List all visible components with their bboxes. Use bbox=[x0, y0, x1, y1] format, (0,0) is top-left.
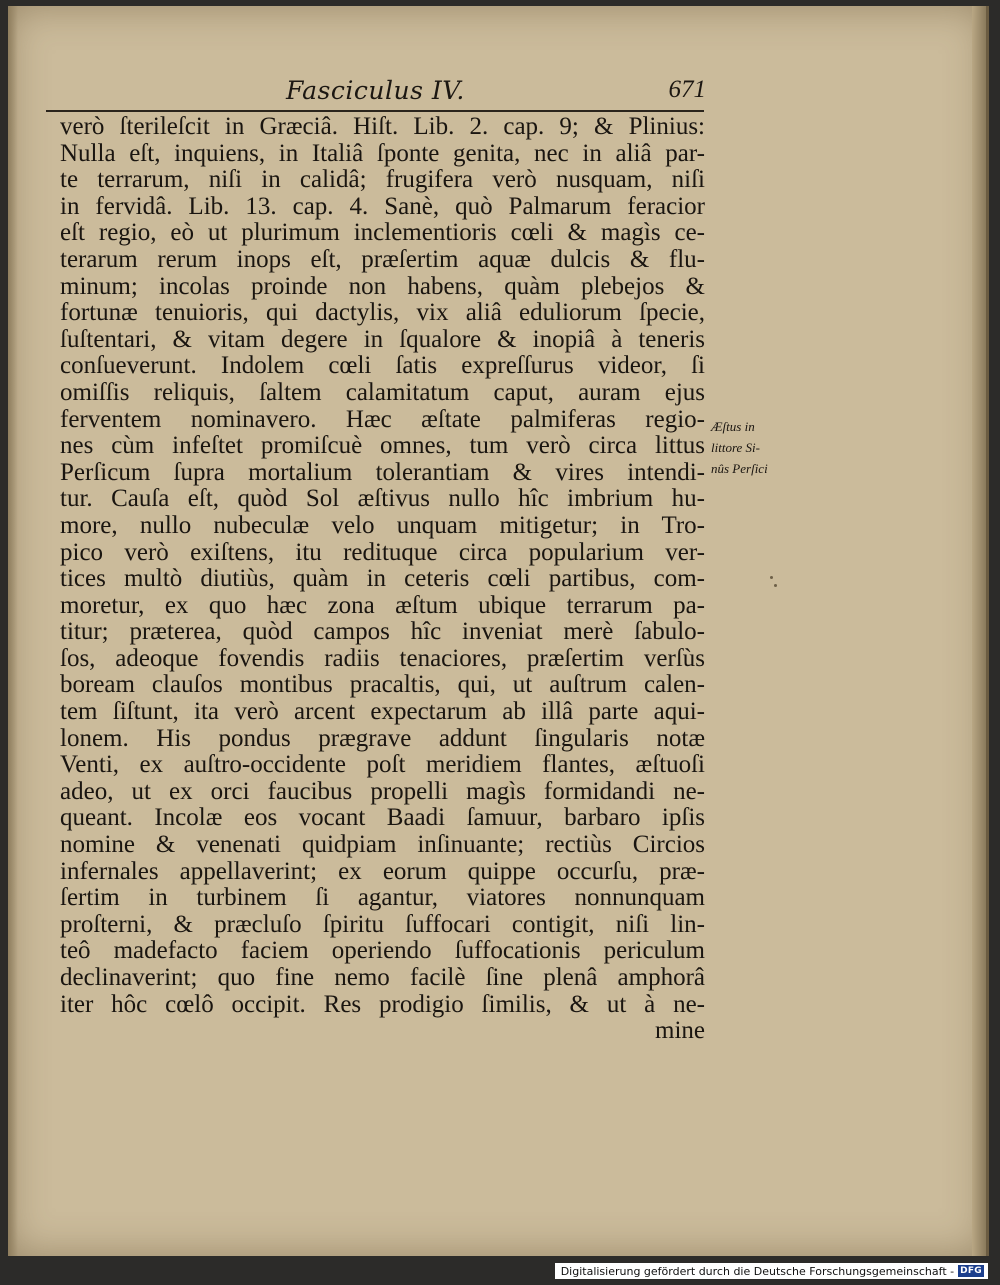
text-line: Nulla eſt, inquiens, in Italiâ ſponte genita, nec in aliâ par- bbox=[60, 139, 705, 167]
text-line: conſueverunt. Indolem cœli ſatis expreſſurus videor, ſi bbox=[60, 352, 705, 380]
text-line: boream clauſos montibus pracaltis, qui, ut auſtrum calen- bbox=[60, 671, 705, 699]
page-gutter-shadow bbox=[8, 6, 18, 1256]
text-line: in fervidâ. Lib. 13. cap. 4. Sanè, quò Palmarum feracior bbox=[60, 192, 705, 220]
text-line: omiſſis reliquis, ſaltem calamitatum caput, auram ejus bbox=[60, 378, 705, 406]
text-line: nomine & venenati quidpiam inſinuante; rectiùs Circios bbox=[60, 831, 705, 859]
text-line: ſertim in turbinem ſi agantur, viatores nonnunquam bbox=[60, 884, 705, 912]
page-header bbox=[276, 76, 706, 110]
running-head: Fasciculus IV. bbox=[286, 76, 465, 105]
text-line: tur. Cauſa eſt, quòd Sol æſtivus nullo hîc imbrium hu- bbox=[60, 485, 705, 513]
digitization-credit-banner bbox=[555, 1263, 988, 1279]
text-line: teô madefacto faciem operiendo ſuffocationis periculum bbox=[60, 937, 705, 965]
book-page bbox=[8, 6, 989, 1256]
text-line: titur; præterea, quòd campos hîc inveniat merè ſabulo- bbox=[60, 618, 705, 646]
marginal-note-line: nûs Perſici bbox=[711, 461, 768, 476]
paper-speck bbox=[770, 576, 773, 579]
text-line: ſos, adeoque fovendis radiis tenaciores, præſertim verſùs bbox=[60, 644, 705, 672]
text-line: declinaverint; quo fine nemo facilè ſine plenâ amphorâ bbox=[60, 964, 705, 991]
page-edge bbox=[972, 6, 986, 1256]
header-rule bbox=[46, 110, 704, 112]
page-number: 671 bbox=[668, 76, 706, 103]
text-line: queant. Incolæ eos vocant Baadi ſamuur, barbaro ipſis bbox=[60, 804, 705, 832]
text-line: ferventem nominavero. Hæc æſtate palmiferas regio- bbox=[60, 405, 705, 433]
marginal-note bbox=[711, 416, 801, 479]
text-line: terarum rerum inops eſt, præſertim aquæ dulcis & flu- bbox=[60, 245, 705, 273]
dfg-logo-icon: DFG bbox=[960, 1266, 982, 1276]
text-line: moretur, ex quo hæc zona æſtum ubique terrarum pa- bbox=[60, 591, 705, 619]
marginal-note-line: littore Si- bbox=[711, 440, 760, 455]
text-line: lonem. His pondus prægrave addunt ſingularis notæ bbox=[60, 724, 705, 752]
text-line: tices multò diutiùs, quàm in ceteris cœli partibus, com- bbox=[60, 565, 705, 593]
text-line: pico verò exiſtens, itu redituque circa popularium ver- bbox=[60, 538, 705, 566]
text-line: verò ſterileſcit in Græciâ. Hiſt. Lib. 2. cap. 9; & Plinius: bbox=[60, 113, 705, 140]
text-line: Perſicum ſupra mortalium tolerantiam & vires intendi- bbox=[60, 458, 705, 486]
paper-speck bbox=[774, 584, 777, 587]
text-line: nes cùm infeſtet promiſcuè omnes, tum verò circa littus bbox=[60, 432, 705, 460]
text-line: tem ſiſtunt, ita verò arcent expectarum ab illâ parte aqui- bbox=[60, 698, 705, 726]
catchword: mine bbox=[655, 1017, 705, 1045]
text-line: minum; incolas proinde non habens, quàm plebejos & bbox=[60, 272, 705, 300]
marginal-note-line: Æſtus in bbox=[711, 419, 755, 434]
digitization-credit-text: Digitalisierung gefördert durch die Deutsche Forschungsgemeinschaft - bbox=[560, 1264, 955, 1278]
text-line: iter hôc cœlô occipit. Res prodigio ſimilis, & ut à ne- bbox=[60, 990, 705, 1018]
text-line: fortunæ tenuioris, qui dactylis, vix aliâ eduliorum ſpecie, bbox=[60, 299, 705, 327]
text-line: infernales appellaverint; ex eorum quippe occurſu, præ- bbox=[60, 857, 705, 885]
text-line: proſterni, & præcluſo ſpiritu ſuffocari contigit, niſi lin- bbox=[60, 910, 705, 938]
text-line: eſt regio, eò ut plurimum inclementioris cœli & magìs ce- bbox=[60, 219, 705, 247]
text-line: te terrarum, niſi in calidâ; frugifera verò nusquam, niſi bbox=[60, 166, 705, 194]
text-line: Venti, ex auſtro-occidente poſt meridiem flantes, æſtuoſi bbox=[60, 751, 705, 779]
text-line: more, nullo nubeculæ velo unquam mitigetur; in Tro- bbox=[60, 511, 705, 539]
main-text-block bbox=[60, 114, 705, 1045]
text-line: adeo, ut ex orci faucibus propelli magìs formidandi ne- bbox=[60, 777, 705, 805]
text-line: ſuſtentari, & vitam degere in ſqualore & inopiâ à teneris bbox=[60, 325, 705, 353]
